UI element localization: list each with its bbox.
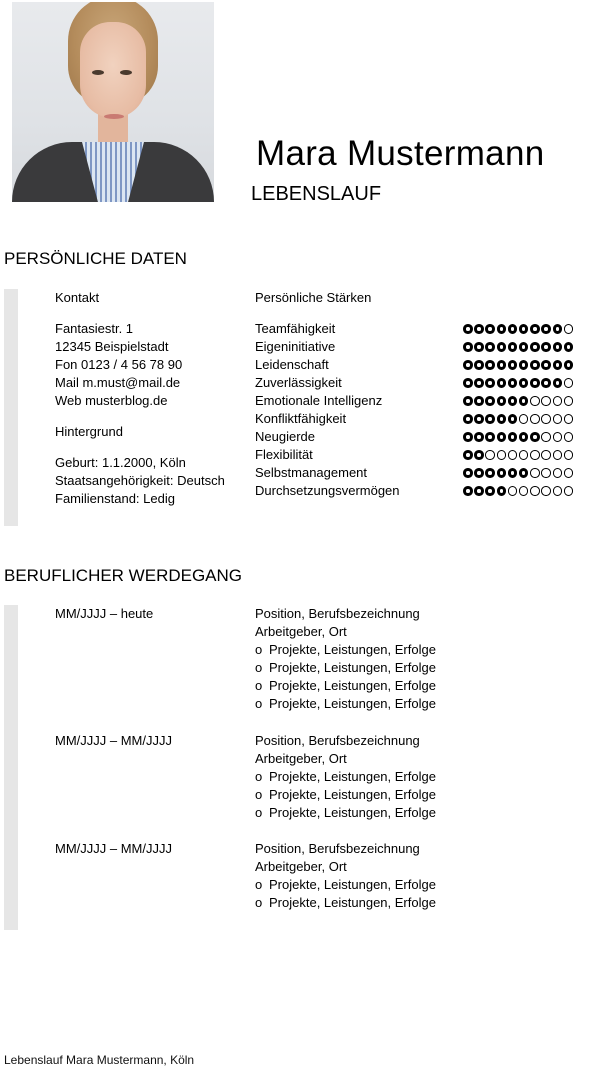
section-heading-personal: PERSÖNLICHE DATEN: [4, 249, 187, 268]
career-employer: Arbeitgeber, Ort: [255, 751, 347, 766]
rating-dot-empty-icon: [564, 486, 574, 496]
rating-dot-filled-icon: [485, 396, 495, 406]
rating-dot-filled-icon: [474, 450, 484, 460]
strength-rating: [463, 428, 573, 446]
rating-dot-filled-icon: [497, 396, 507, 406]
career-bullet: [255, 804, 436, 822]
strength-rating: [463, 374, 573, 392]
rating-dot-filled-icon: [508, 432, 518, 442]
rating-dot-empty-icon: [541, 432, 551, 442]
rating-dot-empty-icon: [564, 432, 574, 442]
career-bullet-text: Projekte, Leistungen, Erfolge: [269, 877, 436, 892]
rating-dot-filled-icon: [541, 324, 551, 334]
rating-dot-empty-icon: [519, 450, 529, 460]
rating-dot-filled-icon: [519, 378, 529, 388]
career-bullet: [255, 659, 436, 677]
career-position: Position, Berufsbezeichnung: [255, 606, 420, 621]
rating-dot-empty-icon: [541, 486, 551, 496]
career-bullet: [255, 677, 436, 695]
rating-dot-filled-icon: [553, 360, 563, 370]
rating-dot-filled-icon: [474, 468, 484, 478]
rating-dot-filled-icon: [474, 324, 484, 334]
rating-dot-filled-icon: [463, 414, 473, 424]
bullet-circle-icon: o: [255, 895, 263, 910]
strength-name: Konfliktfähigkeit: [255, 411, 347, 426]
rating-dot-filled-icon: [519, 468, 529, 478]
rating-dot-filled-icon: [474, 486, 484, 496]
strength-name: Selbstmanagement: [255, 465, 368, 480]
rating-dot-filled-icon: [508, 414, 518, 424]
rating-dot-filled-icon: [497, 360, 507, 370]
strength-name: Leidenschaft: [255, 357, 329, 372]
rating-dot-filled-icon: [519, 324, 529, 334]
rating-dot-empty-icon: [553, 432, 563, 442]
strengths-column: [255, 289, 400, 500]
rating-dot-filled-icon: [463, 432, 473, 442]
rating-dot-empty-icon: [564, 378, 574, 388]
rating-dot-filled-icon: [508, 468, 518, 478]
rating-dot-filled-icon: [474, 432, 484, 442]
rating-dot-filled-icon: [530, 342, 540, 352]
rating-dot-empty-icon: [564, 324, 574, 334]
career-date: MM/JJJJ – MM/JJJJ: [55, 841, 172, 856]
rating-dot-empty-icon: [553, 396, 563, 406]
strengths-label: Persönliche Stärken: [255, 290, 372, 305]
rating-dot-empty-icon: [541, 450, 551, 460]
personal-details-column: [55, 289, 225, 508]
rating-dot-empty-icon: [564, 468, 574, 478]
rating-dot-empty-icon: [541, 396, 551, 406]
strength-rating: [463, 464, 573, 482]
rating-dot-filled-icon: [508, 378, 518, 388]
rating-dot-filled-icon: [519, 396, 529, 406]
rating-dot-filled-icon: [508, 324, 518, 334]
rating-dot-filled-icon: [474, 378, 484, 388]
rating-dot-empty-icon: [553, 414, 563, 424]
marital-status: Familienstand: Ledig: [55, 491, 175, 506]
strength-rating: [463, 356, 573, 374]
rating-dot-empty-icon: [564, 450, 574, 460]
rating-dot-empty-icon: [541, 468, 551, 478]
strength-name: Eigeninitiative: [255, 339, 336, 354]
rating-dot-filled-icon: [485, 432, 495, 442]
career-date: MM/JJJJ – heute: [55, 606, 154, 621]
bullet-circle-icon: o: [255, 642, 263, 657]
rating-dot-filled-icon: [497, 468, 507, 478]
rating-dot-empty-icon: [508, 486, 518, 496]
rating-dot-empty-icon: [541, 414, 551, 424]
strength-rating: [463, 446, 573, 464]
strength-name: Teamfähigkeit: [255, 321, 336, 336]
bullet-circle-icon: o: [255, 660, 263, 675]
rating-dot-filled-icon: [530, 378, 540, 388]
career-employer: Arbeitgeber, Ort: [255, 624, 347, 639]
section-side-bar: [4, 605, 18, 930]
page-footer: Lebenslauf Mara Mustermann, Köln: [4, 1053, 195, 1067]
career-entry: [255, 605, 436, 713]
rating-dot-filled-icon: [485, 360, 495, 370]
website: Web musterblog.de: [55, 393, 168, 408]
rating-dot-empty-icon: [553, 486, 563, 496]
rating-dot-empty-icon: [508, 450, 518, 460]
rating-dot-filled-icon: [530, 432, 540, 442]
rating-dot-filled-icon: [508, 342, 518, 352]
rating-dot-filled-icon: [485, 486, 495, 496]
career-bullet: [255, 641, 436, 659]
strength-rating: [463, 338, 573, 356]
rating-dot-filled-icon: [463, 468, 473, 478]
phone-number: Fon 0123 / 4 56 78 90: [55, 357, 183, 372]
career-bullet: [255, 768, 436, 786]
career-bullet-text: Projekte, Leistungen, Erfolge: [269, 642, 436, 657]
cv-subtitle: LEBENSLAUF: [251, 183, 382, 205]
bullet-circle-icon: o: [255, 678, 263, 693]
rating-dot-filled-icon: [463, 396, 473, 406]
rating-dot-filled-icon: [541, 378, 551, 388]
strength-list: [255, 320, 400, 500]
career-bullet-text: Projekte, Leistungen, Erfolge: [269, 895, 436, 910]
rating-dot-filled-icon: [519, 432, 529, 442]
rating-dot-filled-icon: [474, 342, 484, 352]
career-bullet-text: Projekte, Leistungen, Erfolge: [269, 660, 436, 675]
career-bullet-text: Projekte, Leistungen, Erfolge: [269, 678, 436, 693]
cv-name: Mara Mustermann: [256, 134, 545, 173]
background-label: Hintergrund: [55, 424, 123, 439]
career-entry: [255, 732, 436, 822]
career-bullet-text: Projekte, Leistungen, Erfolge: [269, 805, 436, 820]
rating-dot-filled-icon: [553, 342, 563, 352]
career-bullet: [255, 876, 436, 894]
career-bullet: [255, 695, 436, 713]
rating-dot-filled-icon: [553, 378, 563, 388]
rating-dot-filled-icon: [519, 342, 529, 352]
strength-name: Flexibilität: [255, 447, 313, 462]
strength-rating: [463, 482, 573, 500]
rating-dot-filled-icon: [508, 396, 518, 406]
rating-dot-filled-icon: [541, 360, 551, 370]
rating-dot-filled-icon: [530, 324, 540, 334]
career-bullet: [255, 786, 436, 804]
career-entry: [255, 840, 436, 912]
rating-dot-empty-icon: [485, 450, 495, 460]
strength-name: Durchsetzungsvermögen: [255, 483, 400, 498]
email-address: Mail m.must@mail.de: [55, 375, 181, 390]
rating-dot-empty-icon: [553, 450, 563, 460]
rating-dot-filled-icon: [564, 342, 574, 352]
rating-dot-filled-icon: [497, 324, 507, 334]
rating-dot-empty-icon: [530, 468, 540, 478]
career-employer: Arbeitgeber, Ort: [255, 859, 347, 874]
address-street: Fantasiestr. 1: [55, 321, 134, 336]
bullet-circle-icon: o: [255, 696, 263, 711]
rating-dot-filled-icon: [463, 486, 473, 496]
bullet-circle-icon: o: [255, 877, 263, 892]
career-bullet: [255, 894, 436, 912]
rating-dot-empty-icon: [530, 396, 540, 406]
rating-dot-filled-icon: [485, 378, 495, 388]
rating-dot-empty-icon: [519, 414, 529, 424]
rating-dot-filled-icon: [485, 414, 495, 424]
bullet-circle-icon: o: [255, 787, 263, 802]
rating-dot-filled-icon: [463, 450, 473, 460]
rating-dot-filled-icon: [530, 360, 540, 370]
rating-dot-filled-icon: [541, 342, 551, 352]
rating-dot-empty-icon: [530, 414, 540, 424]
career-position: Position, Berufsbezeichnung: [255, 733, 420, 748]
rating-dot-filled-icon: [497, 432, 507, 442]
rating-dot-filled-icon: [564, 360, 574, 370]
rating-dot-empty-icon: [564, 396, 574, 406]
rating-dot-filled-icon: [463, 378, 473, 388]
rating-dot-filled-icon: [497, 342, 507, 352]
bullet-circle-icon: o: [255, 769, 263, 784]
career-date: MM/JJJJ – MM/JJJJ: [55, 733, 172, 748]
rating-dot-empty-icon: [519, 486, 529, 496]
rating-dot-filled-icon: [463, 324, 473, 334]
rating-dot-filled-icon: [497, 486, 507, 496]
career-bullet-text: Projekte, Leistungen, Erfolge: [269, 787, 436, 802]
strength-name: Neugierde: [255, 429, 315, 444]
bullet-circle-icon: o: [255, 805, 263, 820]
rating-dot-empty-icon: [553, 468, 563, 478]
career-position: Position, Berufsbezeichnung: [255, 841, 420, 856]
strength-rating: [463, 410, 573, 428]
contact-label: Kontakt: [55, 290, 100, 305]
career-bullet-text: Projekte, Leistungen, Erfolge: [269, 769, 436, 784]
strength-name: Emotionale Intelligenz: [255, 393, 383, 408]
rating-dot-filled-icon: [474, 396, 484, 406]
rating-dot-empty-icon: [530, 486, 540, 496]
rating-dot-empty-icon: [497, 450, 507, 460]
section-side-bar: [4, 289, 18, 526]
rating-dot-filled-icon: [553, 324, 563, 334]
rating-dot-filled-icon: [463, 342, 473, 352]
strength-name: Zuverlässigkeit: [255, 375, 342, 390]
strength-rating: [463, 320, 573, 338]
rating-dot-empty-icon: [530, 450, 540, 460]
rating-dot-empty-icon: [564, 414, 574, 424]
rating-dot-filled-icon: [497, 378, 507, 388]
rating-dot-filled-icon: [508, 360, 518, 370]
rating-dot-filled-icon: [485, 324, 495, 334]
rating-dot-filled-icon: [463, 360, 473, 370]
section-heading-career: BERUFLICHER WERDEGANG: [4, 566, 243, 585]
rating-dot-filled-icon: [485, 468, 495, 478]
rating-dot-filled-icon: [497, 414, 507, 424]
birth-info: Geburt: 1.1.2000, Köln: [55, 455, 186, 470]
rating-dot-filled-icon: [485, 342, 495, 352]
career-bullet-text: Projekte, Leistungen, Erfolge: [269, 696, 436, 711]
strength-rating: [463, 392, 573, 410]
rating-dot-filled-icon: [474, 360, 484, 370]
address-city: 12345 Beispielstadt: [55, 339, 169, 354]
rating-dot-filled-icon: [474, 414, 484, 424]
nationality-info: Staatsangehörigkeit: Deutsch: [55, 473, 225, 488]
rating-dot-filled-icon: [519, 360, 529, 370]
profile-photo: [12, 2, 214, 202]
